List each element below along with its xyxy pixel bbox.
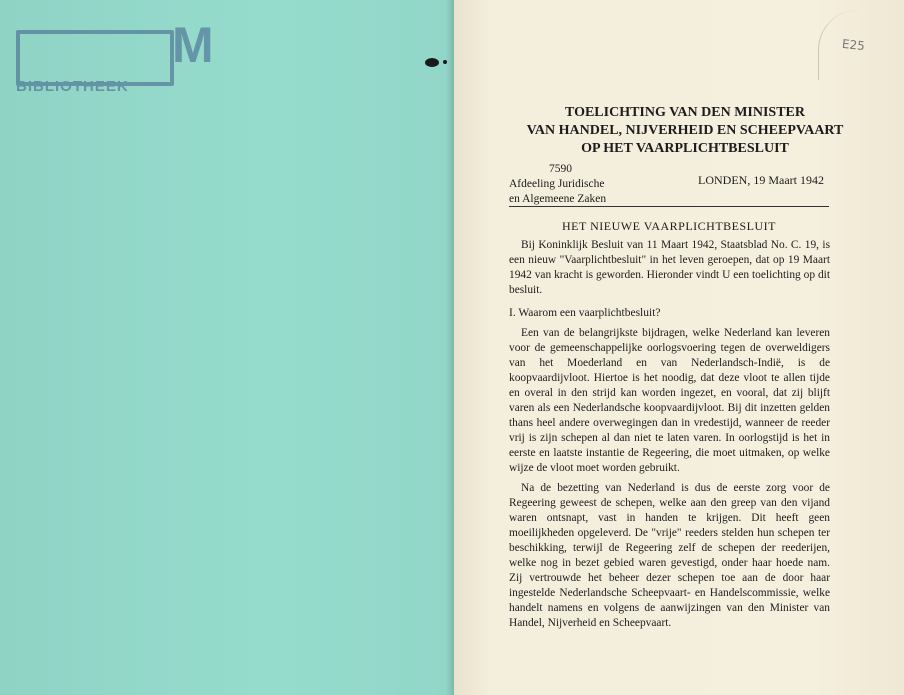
place-date: LONDEN, 19 Maart 1942 — [698, 173, 824, 187]
stamp-text: BIBLIOTHEEK — [16, 78, 129, 95]
reference-number: 7590 — [549, 163, 572, 175]
title-line: TOELICHTING VAN DEN MINISTER — [564, 105, 805, 120]
document-title — [500, 104, 870, 158]
body-paragraph-2 — [509, 481, 830, 631]
pencil-note: E25 — [841, 36, 866, 54]
intro-paragraph — [509, 238, 830, 298]
ink-blot — [425, 58, 439, 67]
title-line: OP HET VAARPLICHTBESLUIT — [581, 141, 789, 156]
paragraph-text: Na de bezetting van Nederland is dus de eerste zorg voor de Regeering geweest de schepen, welke aan den greep van den vijand waren ontsnapt, vast in handen te krijgen. Dit heeft geen moeilijkheden opgeleverd. De "vrije" reeders stelden hun schepen ter beschikking, terwijl de Regeering zelf de schepen der reederijen, welke nog in bezet gebied waren gevestigd, onder haar hoede nam. Zij vertrouwde het beheer dezer schepen toe aan de door haar ingestelde Nederlandsche Scheepvaart- en Handelscommissie, welke handelt namens en volgens de aanwijzingen van den Minister van Handel, Nijverheid en Scheepvaart. — [509, 482, 830, 629]
paragraph-text: Een van de belangrijkste bijdragen, welke Nederland kan leveren voor de gemeenschappelijke oorlogsvoering tegen de overweldigers van het Moederland en van Nederlandsch-Indië, is de koopvaardijvloot. Hiertoe is het noodig, dat deze vloot te allen tijde en overal in den strijd kan worden ingezet, en vooral, dat zij blijft varen als een Nederlandsche koopvaardijvloot. Bij dit inzetten gelden thans heel andere overwegingen dan in vredestijd, wanneer de reeder vrij is zijn schepen al dan niet te laten varen. In oorlogstijd is het in eerste en laatste instantie de Regeering, die moet uitmaken, op welke wijze de vloot moet worden gebruikt. — [509, 327, 830, 474]
department-line: Afdeeling Juridische — [509, 178, 605, 190]
stamp-letter: M — [172, 17, 214, 73]
intro-text: Bij Koninklijk Besluit van 11 Maart 1942, Staatsblad No. C. 19, is een nieuw "Vaarplichtbesluit" in het leven geroepen, dat op 19 Maart 1942 van kracht is geworden. Hieronder vindt U een toelichting op dit besluit. — [509, 239, 830, 296]
document-reference — [509, 162, 606, 207]
department-line: en Algemeene Zaken — [509, 193, 607, 205]
library-stamp — [14, 17, 229, 102]
body-paragraph-1 — [509, 326, 830, 476]
title-line: VAN HANDEL, NIJVERHEID EN SCHEEPVAART — [526, 123, 844, 138]
section-heading: I. Waarom een vaarplichtbesluit? — [509, 307, 661, 319]
header-rule — [509, 206, 829, 207]
subheading: HET NIEUWE VAARPLICHTBESLUIT — [562, 219, 776, 233]
